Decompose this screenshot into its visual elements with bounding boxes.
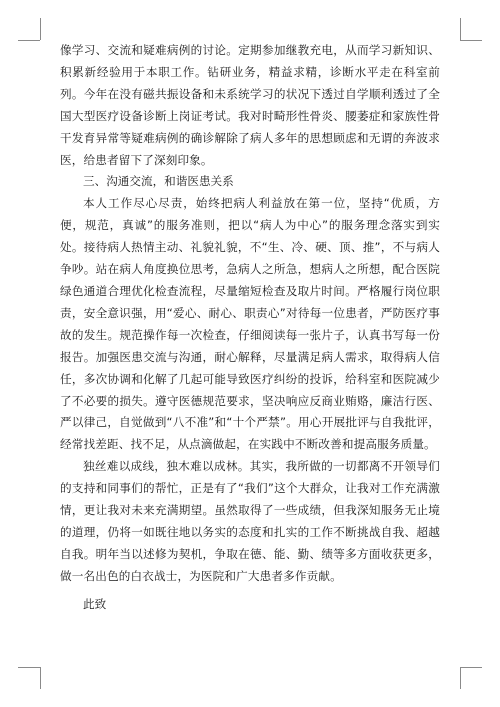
document-body [60,40,440,616]
body-paragraph: 独丝难以成线，独木难以成林。其实，我所做的一切都离不开领导们的支持和同事们的帮忙，正是有了“我们”这个大群众，让我对工作充满激情，更让我对未来充满期望。虽然取得了一些成绩，但我深知服务无止境的道理，仍将一如既往地以务实的态度和扎实的工作不断挑战自我、超越自我。明年当以述修为契机，争取在德、能、勤、绩等多方面收获更多，做一名出色的白衣战士，为医院和广大患者多作贡献。 [60,459,440,583]
closing-salutation: 此致 [83,596,107,611]
section-heading: 三、沟通交流，和谐医患关系 [83,174,234,189]
crop-mark-bottom-right [460,667,482,668]
body-paragraph: 像学习、交流和疑难病例的讨论。定期参加继教充电，从而学习新知识、积累新经验用于本职工作。钻研业务，精益求精，诊断水平走在科室前列。今年在没有磁共振设备和未系统学习的状况下透过自学顺利透过了全国大型医疗设备诊断上岗证考试。我对时畸形性骨炎、腰萎症和家族性骨干发育异常等疑难病例的确诊解除了病人多年的思想顾虑和无谓的奔波求医，给患者留下了深刻印象。 [60,43,440,167]
body-paragraph: 本人工作尽心尽责，始终把病人利益放在第一位，坚持“优质，方便，规范，真诚”的服务准则，把以“病人为中心”的服务理念落实到实处。接待病人热情主动、礼貌礼貌，不“生、冷、硬、顶、推”，不与病人争吵。站在病人角度换位思考，急病人之所急，想病人之所想，配合医院绿色通道合理优化检查流程，尽量缩短检查及取片时间。严格履行岗位职责，安全意识强，用“爱心、耐心、职责心”对待每一位患者，严防医疗事故的发生。规范操作每一次检查，仔细阅读每一张片子，认真书写每一份报告。加强医患交流与沟通，耐心解释，尽量满足病人需求，取得病人信任，多次协调和化解了几起可能导致医疗纠纷的投诉，给科室和医院减少了不必要的损失。遵守医德规范要求，坚决响应反商业贿赂，廉洁行医、严以律己，自觉做到“八不准”和“十个严禁”。用心开展批评与自我批评，经常找差距、找不足，从点滴做起，在实践中不断改善和提高服务质量。 [60,196,440,452]
crop-mark-bottom-left [40,667,41,689]
crop-mark-top-left [40,18,41,40]
crop-mark-bottom-left [18,667,40,668]
crop-mark-top-left [18,40,40,41]
crop-mark-top-right [460,18,461,40]
crop-mark-top-right [460,40,482,41]
crop-mark-bottom-right [460,667,461,689]
